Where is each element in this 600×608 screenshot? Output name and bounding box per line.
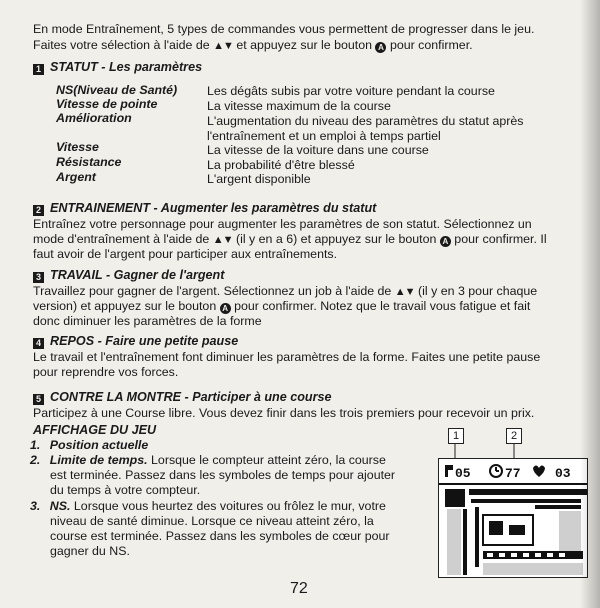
- callout-1: 1: [448, 428, 464, 444]
- section-statut-heading: 1 STATUT - Les paramètres: [33, 60, 202, 75]
- affichage-item-3-line-4: gagner du NS.: [50, 544, 130, 558]
- section-number-1: 1: [33, 64, 44, 75]
- section-entrainement-heading: 2 ENTRAINEMENT - Augmenter les paramètres du statut: [33, 201, 376, 216]
- a-button-icon: A: [220, 303, 231, 314]
- def-amelioration-1: L'augmentation du niveau des paramètres du statut après: [207, 114, 524, 128]
- def-argent: L'argent disponible: [207, 172, 311, 186]
- dpad-arrows-icon: ▲▼: [213, 40, 233, 52]
- section-number-5: 5: [33, 394, 44, 405]
- a-button-icon: A: [375, 42, 386, 53]
- contre-line-1: Participez à une Course libre. Vous devez finir dans les trois premiers pour recevoir un prix.: [33, 406, 535, 420]
- game-screen: [438, 458, 588, 578]
- term-ns: NS(Niveau de Santé): [56, 83, 178, 97]
- entrainement-line-2: mode d'entraînement à l'aide de ▲▼ (il y en a 6) et appuyez sur le bouton A pour confirmer. Il: [33, 232, 547, 246]
- affichage-item-3-line-2: niveau de santé diminue. Lorsque ce niveau atteint zéro, la: [50, 514, 374, 528]
- page-number: 72: [290, 580, 308, 597]
- hud-position: 05: [455, 466, 471, 481]
- dpad-arrows-icon: ▲▼: [212, 234, 233, 246]
- hud-ns: 03: [555, 466, 571, 481]
- affichage-item-3-line-3: course est terminée. Passez dans les symboles de cœur pour: [50, 529, 390, 543]
- page-shadow: [580, 0, 600, 608]
- def-vitesse: La vitesse de la voiture dans une course: [207, 143, 429, 157]
- affichage-item-2-line-3: du temps à votre compteur.: [50, 483, 201, 497]
- intro-line-2: Faites votre sélection à l'aide de ▲▼ et appuyez sur le bouton A pour confirmer.: [33, 38, 473, 52]
- term-argent: Argent: [56, 170, 96, 184]
- affichage-item-3: 3. NS. Lorsque vous heurtez des voitures ou frôlez le mur, votre: [30, 499, 386, 513]
- travail-line-1: Travaillez pour gagner de l'argent. Sélectionnez un job à l'aide de ▲▼ (il y en 3 pour chaque: [33, 284, 538, 298]
- section-contre-la-montre-heading: 5 CONTRE LA MONTRE - Participer à une course: [33, 390, 332, 405]
- def-resistance: La probabilité d'être blessé: [207, 158, 355, 172]
- def-vitesse-pointe: La vitesse maximum de la course: [207, 99, 391, 113]
- travail-line-3: donc diminuer les paramètres de la forme: [33, 314, 262, 328]
- repos-line-1: Le travail et l'entraînement font diminuer les paramètres de la forme. Faites une petite pause: [33, 350, 541, 364]
- affichage-item-2: 2. Limite de temps. Lorsque le compteur atteint zéro, la course: [30, 453, 386, 467]
- def-ns: Les dégâts subis par votre voiture pendant la course: [207, 84, 495, 98]
- term-amelioration: Amélioration: [56, 111, 132, 125]
- intro-line-1: En mode Entraînement, 5 types de commandes vous permettent de progresser dans le jeu.: [33, 22, 535, 36]
- affichage-item-2-line-2: est terminée. Passez dans les symboles de temps pour ajouter: [50, 468, 396, 482]
- a-button-icon: A: [440, 236, 451, 247]
- term-vitesse: Vitesse: [56, 140, 99, 154]
- hud-time: 77: [505, 466, 521, 481]
- callout-2: 2: [506, 428, 522, 444]
- affichage-title: AFFICHAGE DU JEU: [33, 423, 157, 437]
- term-vitesse-pointe: Vitesse de pointe: [56, 97, 158, 111]
- game-track-graphic: [439, 459, 587, 577]
- repos-line-2: pour reprendre vos forces.: [33, 365, 179, 379]
- section-repos-heading: 4 REPOS - Faire une petite pause: [33, 334, 238, 349]
- def-amelioration-2: l'entraînement et un emploi à temps partiel: [207, 129, 441, 143]
- affichage-item-1: 1. Position actuelle: [30, 438, 149, 452]
- section-number-4: 4: [33, 338, 44, 349]
- dpad-arrows-icon: ▲▼: [394, 286, 415, 298]
- term-resistance: Résistance: [56, 155, 122, 169]
- travail-line-2: version) et appuyez sur le bouton A pour confirmer. Notez que le travail vous fatigue et fait: [33, 299, 531, 313]
- entrainement-line-3: faut avoir de l'argent pour participer aux entraînements.: [33, 247, 338, 261]
- entrainement-line-1: Entraînez votre personnage pour augmenter les paramètres de son statut. Sélectionnez un: [33, 217, 532, 231]
- section-number-2: 2: [33, 205, 44, 216]
- section-number-3: 3: [33, 272, 44, 283]
- section-travail-heading: 3 TRAVAIL - Gagner de l'argent: [33, 268, 224, 283]
